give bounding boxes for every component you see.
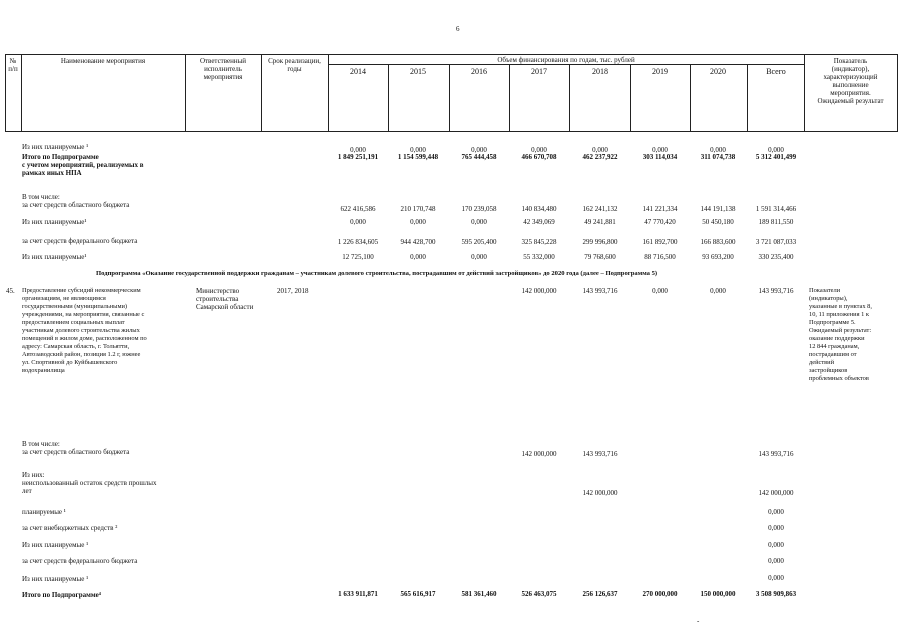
top-row-value: 1 226 834,605 (337, 238, 379, 246)
year-header-7: Всего (766, 67, 786, 76)
year-header-3: 2017 (531, 67, 547, 76)
bottom-row-value: 0,000 (768, 524, 784, 532)
bottom-row-label: Из них планируемые ¹ (22, 575, 89, 583)
top-row-value: 462 237,922 (582, 153, 618, 161)
top-row-value: 0,000 (410, 218, 426, 226)
top-row-value: 299 996,800 (582, 238, 618, 246)
top-row-value: 170 239,058 (461, 205, 497, 213)
top-row-value: 42 349,069 (523, 218, 555, 226)
top-row-value: 330 235,400 (758, 253, 794, 261)
top-row-value: 0,000 (350, 146, 366, 154)
top-row-value: 50 450,180 (702, 218, 734, 226)
top-row-value: 1 849 251,191 (337, 153, 379, 161)
year-header-5: 2019 (652, 67, 668, 76)
top-row-label: Из них планируемые ¹ (22, 143, 89, 151)
top-row-value: 141 221,334 (642, 205, 678, 213)
year-header-2: 2016 (471, 67, 487, 76)
top-row-label: Из них планируемые¹ (22, 253, 87, 261)
item45-value: 0,000 (710, 287, 726, 295)
top-row-value: 189 811,550 (758, 218, 794, 226)
top-row-value: 0,000 (531, 146, 547, 154)
top-row-value: 140 834,480 (521, 205, 557, 213)
top-row-value: 161 892,700 (642, 238, 678, 246)
top-row-value: 47 770,420 (644, 218, 676, 226)
top-row-value: 0,000 (410, 253, 426, 261)
year-header-6: 2020 (710, 67, 726, 76)
bottom-row-label: Из них: неиспользованный остаток средств прошлых лет (22, 471, 157, 495)
item45-indicator: Показатели (индикаторы), указанные в пунктах 8, 10, 11 приложения 1 к Подпрограмме 5. Ожидаемый результат: оказание поддержки 12 844 гражданам, пострадавшим от действий застройщиков проблемных объектов (809, 287, 872, 382)
header-top-border (5, 54, 897, 55)
top-row-value: 0,000 (471, 146, 487, 154)
top-row-value: 0,000 (471, 253, 487, 261)
top-row-value: 0,000 (768, 146, 784, 154)
bottom-row-value: 0,000 (768, 557, 784, 565)
top-row-value: 49 241,881 (584, 218, 616, 226)
bottom-row-label: за счет средств федерального бюджета (22, 557, 138, 565)
item45-responsible: Министерство строительства Самарской области (196, 287, 254, 311)
bottom-row-label: планируемые ¹ (22, 508, 66, 516)
bottom-row-value: 526 463,075 (521, 590, 557, 598)
top-row-value: 55 332,000 (523, 253, 555, 261)
top-row-value: 166 883,600 (700, 238, 736, 246)
header-bottom-border (5, 131, 897, 132)
top-row-value: 79 768,600 (584, 253, 616, 261)
bottom-row-label: за счет внебюджетных средств ² (22, 524, 118, 532)
top-row-value: 93 693,200 (702, 253, 734, 261)
top-row-label: Из них планируемые¹ (22, 218, 87, 226)
top-row-value: 88 716,500 (644, 253, 676, 261)
top-row-value: 3 721 087,033 (755, 238, 797, 246)
bottom-row-value: 150 000,000 (700, 590, 736, 598)
item45-value: 143 993,716 (758, 287, 794, 295)
header-period: Срок реализации, годы (268, 57, 321, 73)
top-row-value: 0,000 (710, 146, 726, 154)
header-name: Наименование мероприятия (60, 57, 146, 65)
top-row-value: 944 428,700 (400, 238, 436, 246)
bottom-row-label: Итого по Подпрограмме⁴ (22, 591, 101, 599)
top-row-value: 1 154 599,448 (397, 153, 439, 161)
top-row-value: 595 205,400 (461, 238, 497, 246)
year-header-1: 2015 (410, 67, 426, 76)
top-row-value: 1 591 314,466 (755, 205, 797, 213)
bottom-row-value: 3 508 909,863 (755, 590, 797, 598)
bottom-row-value: 1 633 911,871 (338, 590, 378, 598)
top-row-value: 622 416,586 (340, 205, 376, 213)
top-row-value: 162 241,132 (582, 205, 618, 213)
page-marker: 6 (456, 25, 460, 33)
col-line-13 (897, 54, 898, 132)
bottom-row-value: 0,000 (768, 541, 784, 549)
item45-period: 2017, 2018 (277, 287, 309, 295)
top-row-value: 0,000 (652, 146, 668, 154)
subprogram-title: Подпрограмма «Оказание государственной поддержки гражданам – участникам долевого строительства, пострадавшим от действий застройщиков» до 2020 года (далее – Подпрограмма 5) (96, 270, 658, 277)
bottom-row-value: 0,000 (768, 574, 784, 582)
bottom-row-value: 142 000,000 (582, 489, 618, 497)
top-row-value: 12 725,100 (342, 253, 374, 261)
bottom-row-value: 256 126,637 (582, 590, 618, 598)
bottom-row-value: 0,000 (768, 508, 784, 516)
item45-value: 143 993,716 (582, 287, 618, 295)
top-row-label: В том числе: за счет средств областного бюджета (22, 193, 130, 209)
footer-marker: - (697, 617, 700, 625)
top-row-value: 303 114,034 (642, 153, 678, 161)
item45-name: Предоставление субсидий некоммерческим организациям, не являющимся государственными (муниципальными) учреждениями, на мероприятия, связанные с предоставлением социальных выплат участникам долевого строительства жилых помещений в жилом доме, расположенном по адресу: Самарская область, г. Тольятти, Автозаводский район, позиция 1.2 г, южнее ул. Спортивной до Куйбышевского водохранилища (22, 287, 147, 374)
bottom-row-value: 142 000,000 (758, 489, 794, 497)
top-row-value: 0,000 (471, 218, 487, 226)
bottom-row-value: 143 993,716 (758, 450, 794, 458)
top-row-value: 765 444,458 (461, 153, 497, 161)
top-row-value: 5 312 401,499 (755, 153, 797, 161)
col-line-4 (328, 54, 329, 132)
year-header-0: 2014 (350, 67, 366, 76)
top-row-label: за счет средств федерального бюджета (22, 237, 138, 245)
top-row-value: 311 074,738 (700, 153, 736, 161)
bottom-row-label: В том числе: за счет средств областного бюджета (22, 440, 130, 456)
bottom-row-value: 270 000,000 (642, 590, 678, 598)
years-divider (328, 64, 804, 65)
header-indicator: Показатель (индикатор), характеризующий выполнение мероприятия. Ожидаемый результат (817, 57, 884, 105)
top-row-label: Итого по Подпрограмме с учетом мероприятий, реализуемых в рамках иных НПА (22, 153, 144, 177)
header-responsible: Ответственный исполнитель мероприятия (199, 57, 247, 81)
bottom-row-value: 565 616,917 (400, 590, 436, 598)
top-row-value: 210 170,748 (400, 205, 436, 213)
item45-num: 45. (6, 287, 15, 295)
item45-value: 142 000,000 (521, 287, 557, 295)
item45-value: 0,000 (652, 287, 668, 295)
top-row-value: 0,000 (592, 146, 608, 154)
header-num: № п/п (8, 57, 18, 73)
year-header-4: 2018 (592, 67, 608, 76)
bottom-row-value: 142 000,000 (521, 450, 557, 458)
top-row-value: 0,000 (410, 146, 426, 154)
header-financing: Объем финансирования по годам, тыс. рублей (497, 56, 635, 64)
bottom-row-value: 143 993,716 (582, 450, 618, 458)
top-row-value: 325 845,228 (521, 238, 557, 246)
bottom-row-label: Из них планируемые ¹ (22, 541, 89, 549)
bottom-row-value: 581 361,460 (461, 590, 497, 598)
top-row-value: 466 670,708 (521, 153, 557, 161)
top-row-value: 0,000 (350, 218, 366, 226)
col-line-1 (21, 54, 22, 132)
top-row-value: 144 191,138 (700, 205, 736, 213)
